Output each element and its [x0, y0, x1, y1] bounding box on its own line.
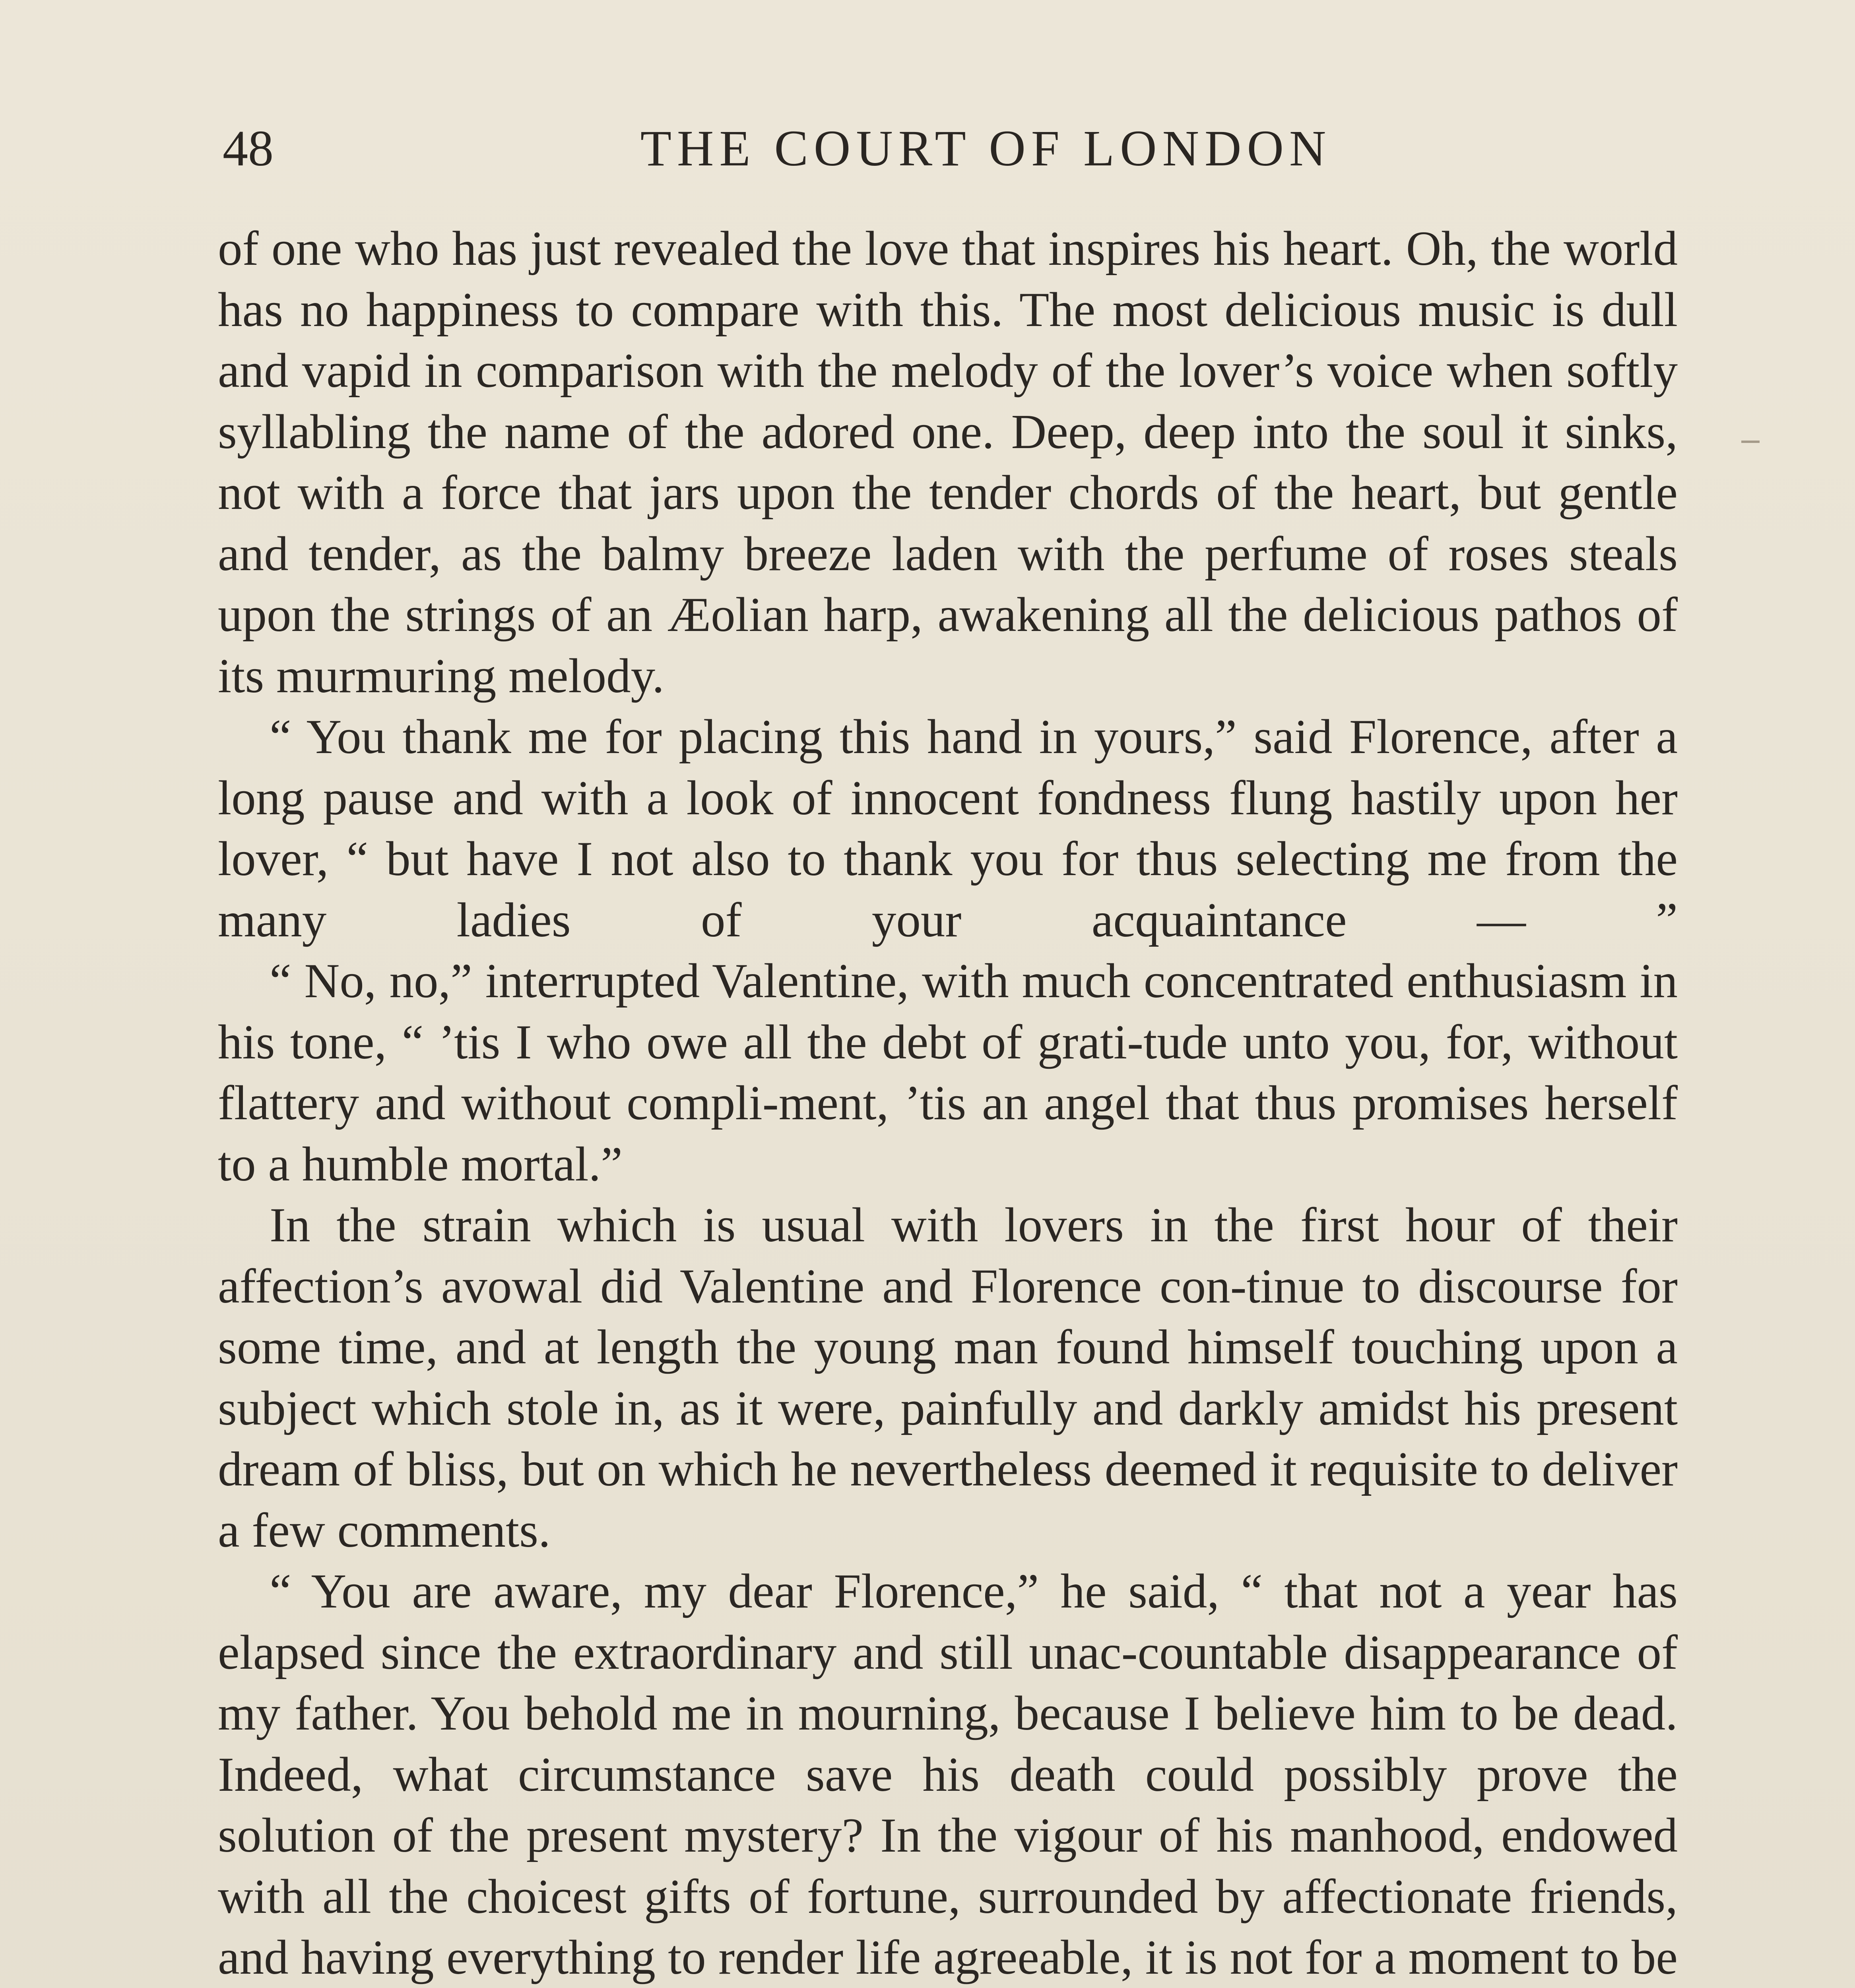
- running-head: [223, 119, 1678, 183]
- paragraph-valentine-reply: “ No, no,” interrupted Valentine, with much concentrated enthusiasm in his tone, “ ’tis I who owe all the debt of grati-tude unto you, for, without flattery and without compli-ment, ’tis an angel that thus promises herself to a humble mortal.”: [218, 953, 1678, 1191]
- paragraph-father-disappearance: “ You are aware, my dear Florence,” he said, “ that not a year has elapsed since the extraordinary and still unac-countable disappearance of my father. You behold me in mourning, because I believe him to be dead. Indeed, what circumstance save his death could possibly prove the solution of the present mystery? In the vigour of his manhood, endowed with all the choicest gifts of fortune, surrounded by affectionate friends, and having everything to render life agreeable, it is not for a moment to be: [218, 1564, 1678, 1984]
- paragraph-continuation: of one who has just revealed the love that inspires his heart. Oh, the world has no happiness to compare with this. The most delicious music is dull and vapid in comparison with the melody of the lover’s voice when softly syllabling the name of the adored one. Deep, deep into the soul it sinks, not with a force that jars upon the tender chords of the heart, but gentle and tender, as the balmy breeze laden with the perfume of roses steals upon the strings of an Æolian harp, awakening all the delicious pathos of its murmuring melody.: [218, 221, 1678, 703]
- page-number: 48: [223, 120, 274, 177]
- body-text: [218, 218, 1678, 1988]
- margin-mark: [1741, 441, 1760, 443]
- paragraph-narration: In the strain which is usual with lovers in the first hour of their affection’s avowal did Valentine and Florence con-tinue to discourse for some time, and at length the young man found himself touching upon a subject which stole in, as it were, painfully and darkly amidst his present dream of bliss, but on which he nevertheless deemed it requisite to deliver a few comments.: [218, 1198, 1678, 1557]
- book-title: THE COURT OF LONDON: [640, 120, 1332, 177]
- paragraph-florence-thanks: “ You thank me for placing this hand in yours,” said Florence, after a long pause and with a look of innocent fondness flung hastily upon her lover, “ but have I not also to thank you for thus selecting me from the many ladies of your acquaintance — ”: [218, 709, 1678, 947]
